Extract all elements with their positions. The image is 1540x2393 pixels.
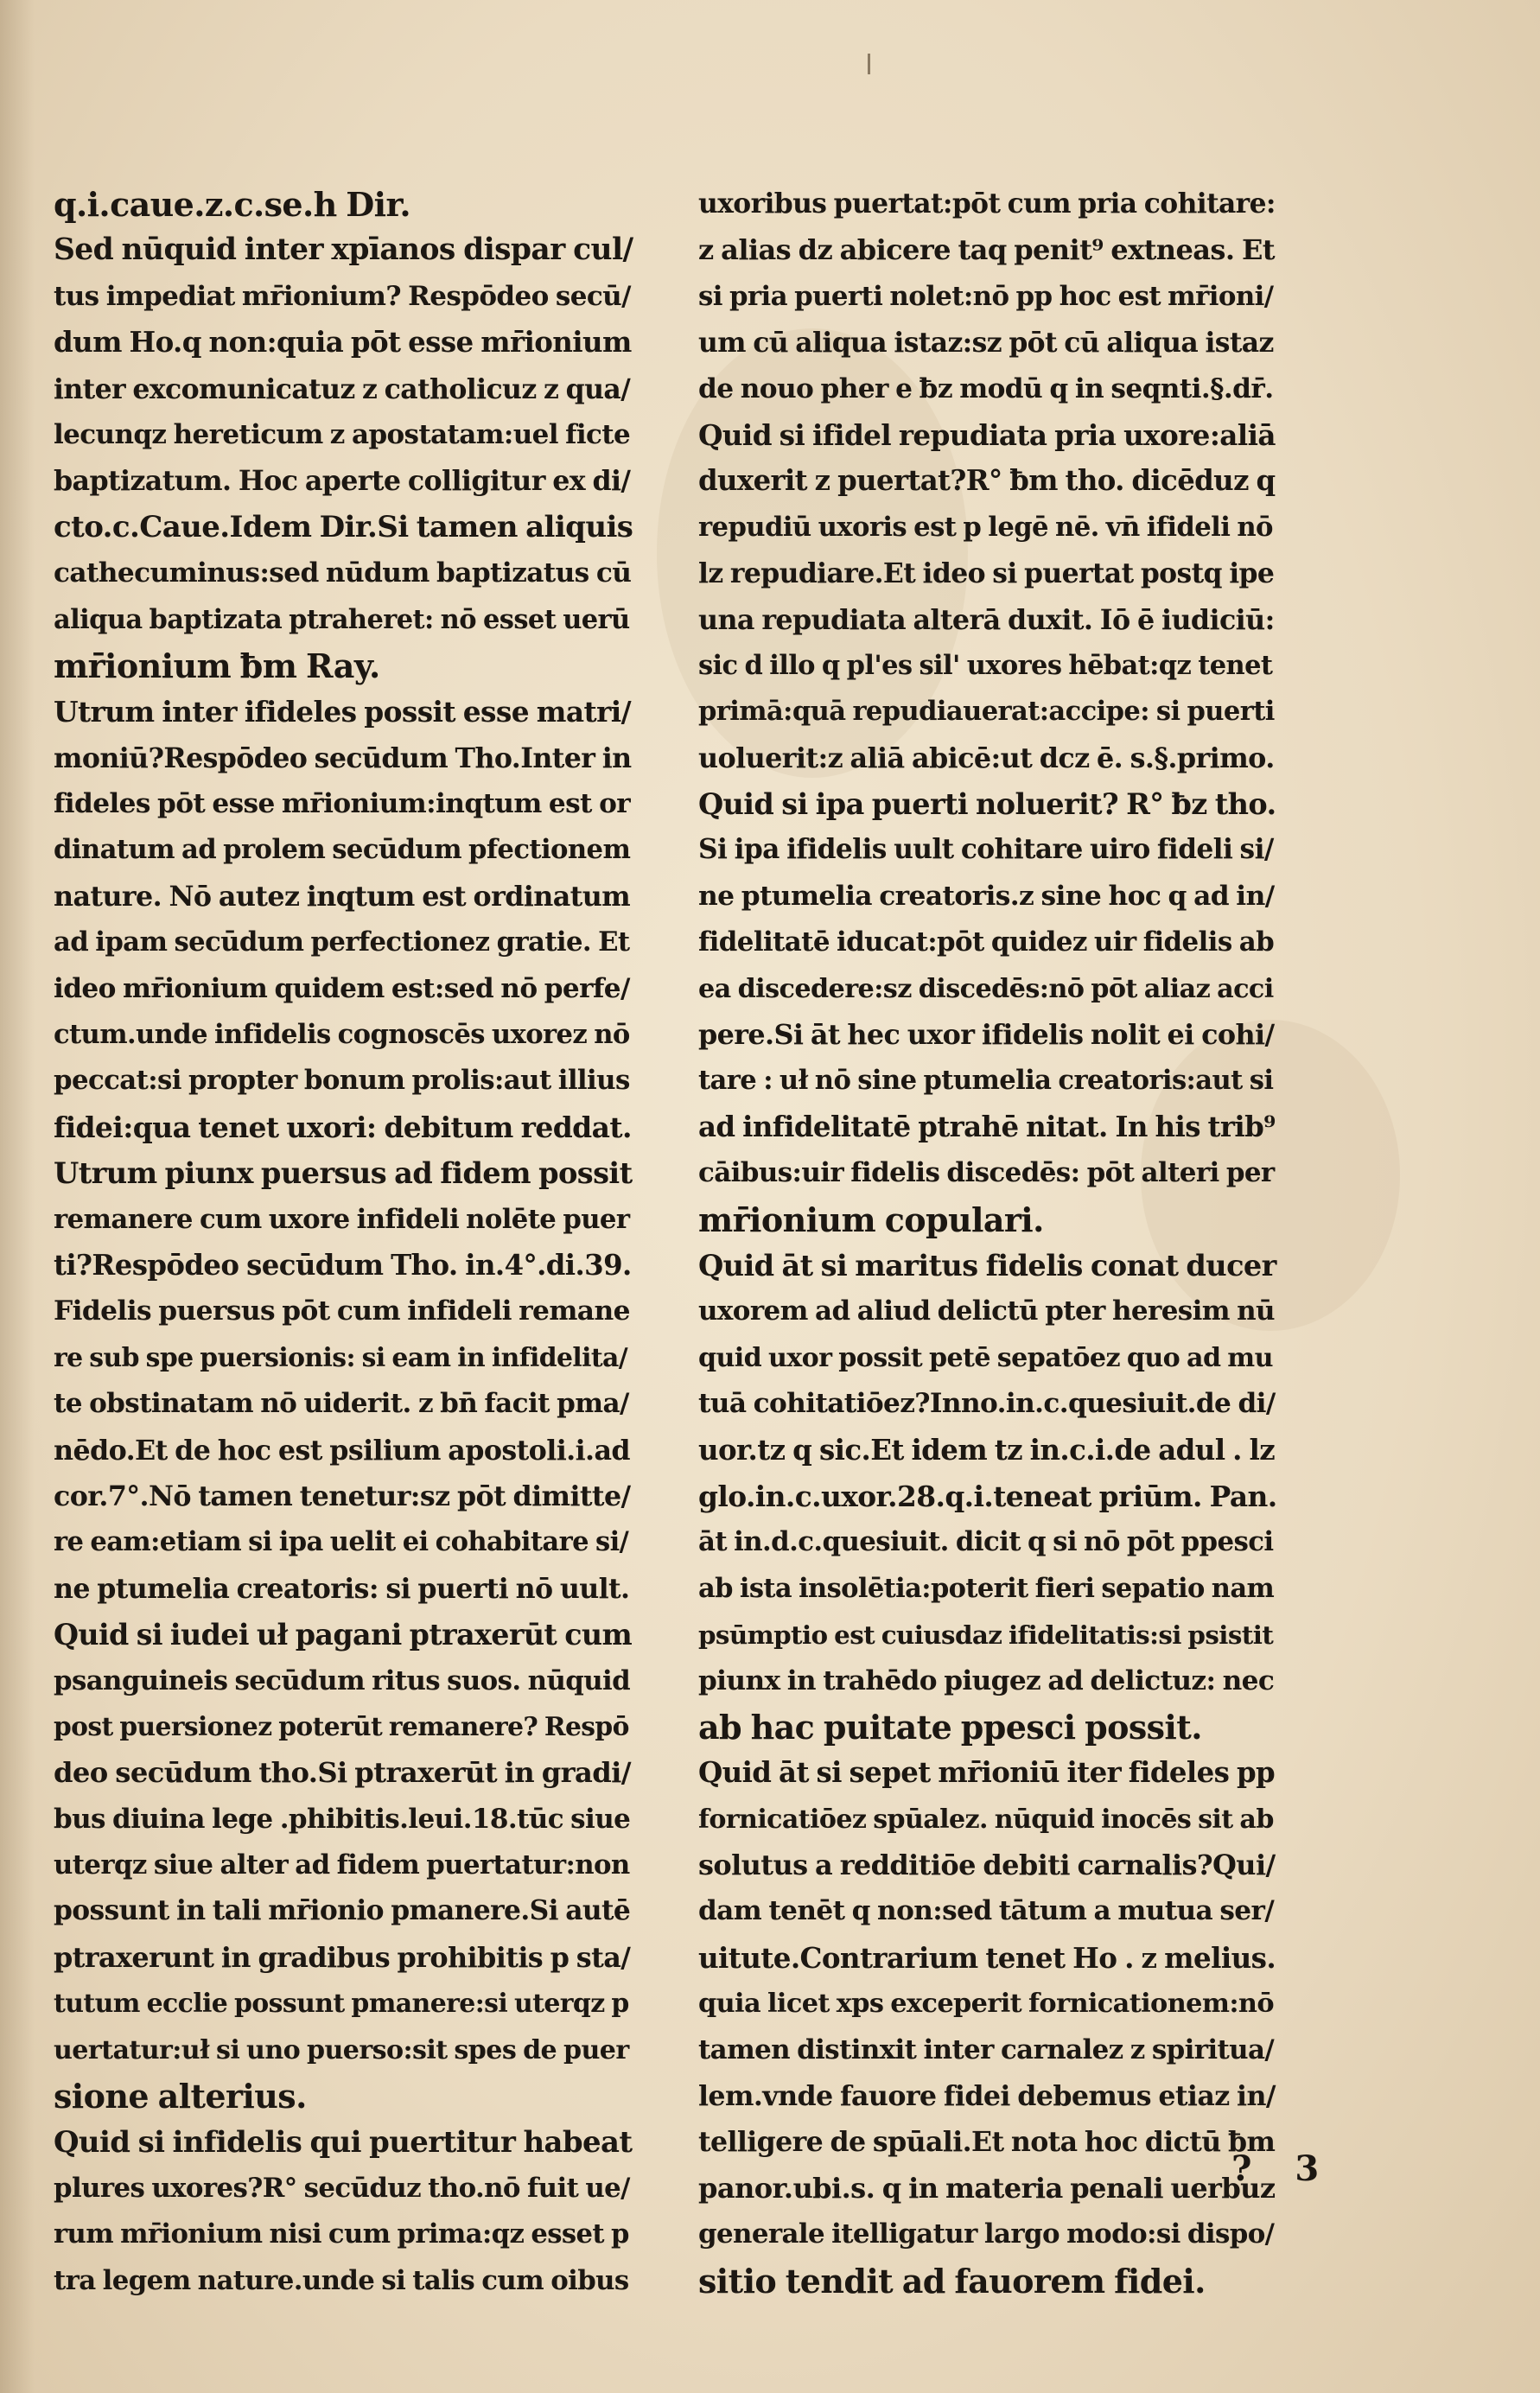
text-line: tamen distinxit inter carnalez z spiritua/	[698, 2033, 1275, 2065]
text-line: ad infidelitatē ptrahē nitat. In his trib⁹	[698, 1110, 1276, 1143]
text-line: nature. Nō autez inqtum est ordinatum	[54, 880, 631, 913]
text-line: remanere cum uxore infideli nolēte puer	[54, 1203, 630, 1235]
text-line: dum Ho.q non:quia pōt esse mr̄ionium	[54, 326, 632, 360]
text-line: nēdo.Et de hoc est psilium apostoli.i.ad	[54, 1434, 631, 1467]
text-line: plures uxores?R° secūduz tho.nō fuit ue/	[54, 2172, 630, 2204]
text-line: quia licet xps exceperit fornicationem:nō	[698, 1989, 1274, 2020]
text-line: cathecuminus:sed nūdum baptizatus cū	[54, 557, 632, 589]
text-line: glo.in.c.uxor.28.q.i.teneat priūm. Pan.	[698, 1479, 1277, 1513]
text-line: ctum.unde infidelis cognoscēs uxorez nō	[54, 1019, 630, 1051]
text-line: Quid si ifidel repudiata pria uxore:aliā	[698, 417, 1276, 452]
text-line: ptraxerunt in gradibus prohibitis p sta/	[54, 1940, 631, 1974]
text-line: lem.vnde fauore fidei debemus etiaz in/	[698, 2080, 1276, 2113]
text-line: uertatur:uł si uno puerso:sit spes de puer	[54, 2034, 629, 2065]
text-line: āt in.d.c.quesiuit. dicit q si nō pōt ppesci	[698, 1526, 1274, 1558]
text-line: post puersionez poterūt remanere? Respō	[54, 1711, 629, 1742]
text-line: si pria puerti nolet:nō pp hoc est mr̄ioni/	[698, 280, 1274, 312]
binding-shadow	[0, 0, 35, 2393]
text-line: ideo mr̄ionium quidem est:sed nō perfe/	[54, 972, 630, 1004]
text-line: peccat:si propter bonum prolis:aut illius	[54, 1065, 630, 1097]
text-line: te obstinatam nō uiderit. z bn̄ facit pma/	[54, 1388, 629, 1420]
text-line: Si ipa ifidelis uult cohitare uiro fideli si/	[698, 834, 1274, 866]
text-line: ab ista insolētia:poterit fieri sepatio nam	[698, 1572, 1275, 1604]
text-line: Quid āt si sepet mr̄ioniū iter fideles pp	[698, 1756, 1276, 1790]
text-line: cto.c.Caue.Idem Dir.Si tamen aliquis	[54, 509, 633, 544]
text-line: ea discedere:sz discedēs:nō pōt aliaz acci	[698, 973, 1274, 1004]
text-line: uxoribus puertat:pōt cum pria cohitare:	[698, 188, 1276, 220]
text-line: uor.tz q sic.Et idem tz in.c.i.de adul . lz	[698, 1433, 1276, 1467]
text-line: tra legem nature.unde si talis cum oibus	[54, 2264, 629, 2296]
text-line: de nouo pher e ƀz modū q in seqnti.§.dr̄.	[698, 372, 1274, 404]
text-line: solutus a redditiōe debiti carnalis?Qui/	[698, 1849, 1276, 1882]
text-line: sione alterius.	[54, 2077, 307, 2116]
text-line: uitute.Contrarium tenet Ho . z melius.	[698, 1940, 1276, 1975]
paper-mark	[868, 54, 870, 74]
text-line: ne ptumelia creatoris.z sine hoc q ad in/	[698, 880, 1275, 912]
text-line: tus impediat mr̄ionium? Respōdeo secū/	[54, 280, 631, 312]
text-line: cāibus:uir fidelis discedēs: pōt alteri per	[698, 1157, 1275, 1189]
text-line: fideles pōt esse mr̄ionium:inqtum est or	[54, 788, 631, 820]
text-line: tutum ecclie possunt pmanere:si uterqz p	[54, 1989, 629, 2020]
text-line: ab hac puitate ppesci possit.	[698, 1707, 1202, 1747]
text-line: tare : uł nō sine ptumelia creatoris:aut si	[698, 1065, 1274, 1097]
text-line: uxorem ad aliud delictū pter heresim nū	[698, 1295, 1275, 1327]
text-line: mr̄ionium copulari.	[698, 1200, 1044, 1239]
text-line: uoluerit:z aliā abicē:ut dcz ē. s.§.primo.	[698, 741, 1275, 774]
text-line: piunx in trahēdo piugez ad delictuz: nec	[698, 1664, 1275, 1696]
text-line: lecunqz hereticum z apostatam:uel ficte	[54, 418, 631, 450]
text-line: q.i.caue.z.c.se.h Dir.	[54, 185, 411, 224]
text-line: sitio tendit ad fauorem fidei.	[698, 2261, 1206, 2301]
text-line: primā:quā repudiauerat:accipe: si puerti	[698, 696, 1275, 728]
text-line: Utrum piunx puersus ad fidem possit	[54, 1155, 633, 1191]
text-line: fornicatiōez spūalez. nūquid inocēs sit ab	[698, 1804, 1274, 1835]
text-line: una repudiata alterā duxit. Iō ē iudiciū:	[698, 603, 1275, 636]
text-line: baptizatum. Hoc aperte colligitur ex di/	[54, 465, 631, 498]
text-line: Utrum inter ifideles possit esse matri/	[54, 695, 631, 729]
text-line: Fidelis puersus pōt cum infideli remane	[54, 1295, 630, 1327]
text-line: re sub spe puersionis: si eam in infidelita/	[54, 1342, 628, 1373]
text-line: aliqua baptizata ptraheret: nō esset uerū	[54, 603, 630, 635]
text-line: z alias dz abicere taq penit⁹ extneas. Et	[698, 233, 1276, 267]
signature-mark: ? 3	[1231, 2148, 1335, 2189]
left-text-column	[54, 181, 641, 2304]
text-line: Sed nūquid inter xpīanos dispar cul/	[54, 232, 633, 268]
text-line: repudiū uxoris est p legē nē. vn̄ ifideli nō	[698, 511, 1273, 543]
text-line: re eam:etiam si ipa uelit ei cohabitare si/	[54, 1526, 629, 1558]
text-line: psanguineis secūdum ritus suos. nūquid	[54, 1664, 631, 1696]
text-line: tuā cohitatiōez?Inno.in.c.quesiuit.de di/	[698, 1388, 1276, 1420]
text-line: dinatum ad prolem secūdum pfectionem	[54, 834, 631, 866]
text-line: telligere de spūali.Et nota hoc dictū ƀm	[698, 2126, 1276, 2159]
text-line: mr̄ionium ƀm Ray.	[54, 646, 380, 685]
text-line: moniū?Respōdeo secūdum Tho.Inter in	[54, 741, 632, 774]
text-line: deo secūdum tho.Si ptraxerūt in gradi/	[54, 1756, 631, 1790]
text-line: rum mr̄ionium nisi cum prima:qz esset p	[54, 2218, 629, 2250]
text-line: dam tenēt q non:sed tātum a mutua ser/	[698, 1895, 1275, 1927]
text-line: uterqz siue alter ad fidem puertatur:non	[54, 1849, 630, 1881]
text-line: fidei:qua tenet uxori: debitum reddat.	[54, 1110, 632, 1144]
text-line: Quid āt si maritus fidelis conat ducer	[698, 1247, 1276, 1282]
text-line: fidelitatē iducat:pōt quidez uir fidelis ab	[698, 926, 1275, 958]
text-line: um cū aliqua istaz:sz pōt cū aliqua istaz	[698, 327, 1274, 360]
text-line: ne ptumelia creatoris: si puerti nō uult.	[54, 1572, 630, 1605]
text-line: Quid si infidelis qui puertitur habeat	[54, 2124, 633, 2160]
text-line: duxerit z puertat?R° ƀm tho. dicēduz q	[698, 464, 1276, 498]
text-line: possunt in tali mr̄ionio pmanere.Si autē	[54, 1895, 631, 1927]
text-line: inter excomunicatuz z catholicuz z qua/	[54, 372, 631, 405]
text-line: quid uxor possit petē sepatōez quo ad mu	[698, 1342, 1273, 1373]
text-line: bus diuina lege .phibitis.leui.18.tūc siue	[54, 1803, 631, 1835]
text-line: ad ipam secūdum perfectionez gratie. Et	[54, 926, 630, 958]
text-line: lz repudiare.Et ideo si puertat postq ipe	[698, 557, 1275, 590]
text-line: pere.Si āt hec uxor ifidelis nolit ei cohi/	[698, 1018, 1275, 1052]
text-line: Quid si ipa puerti noluerit? R° ƀz tho.	[698, 787, 1276, 822]
text-line: ti?Respōdeo secūdum Tho. in.4°.di.39.	[54, 1248, 632, 1282]
text-line: psūmptio est cuiusdaz ifidelitatis:si psistit	[698, 1620, 1274, 1651]
text-line: Quid si iudei uł pagani ptraxerūt cum	[54, 1618, 633, 1652]
text-line: generale itelligatur largo modo:si dispo/	[698, 2218, 1275, 2250]
text-line: sic d illo q pl'es sil' uxores hēbat:qz tenet	[698, 649, 1273, 681]
text-line: panor.ubi.s. q in materia penali uerbuz	[698, 2171, 1276, 2205]
text-line: cor.7°.Nō tamen tenetur:sz pōt dimitte/	[54, 1480, 631, 1512]
right-text-column	[698, 181, 1286, 2304]
